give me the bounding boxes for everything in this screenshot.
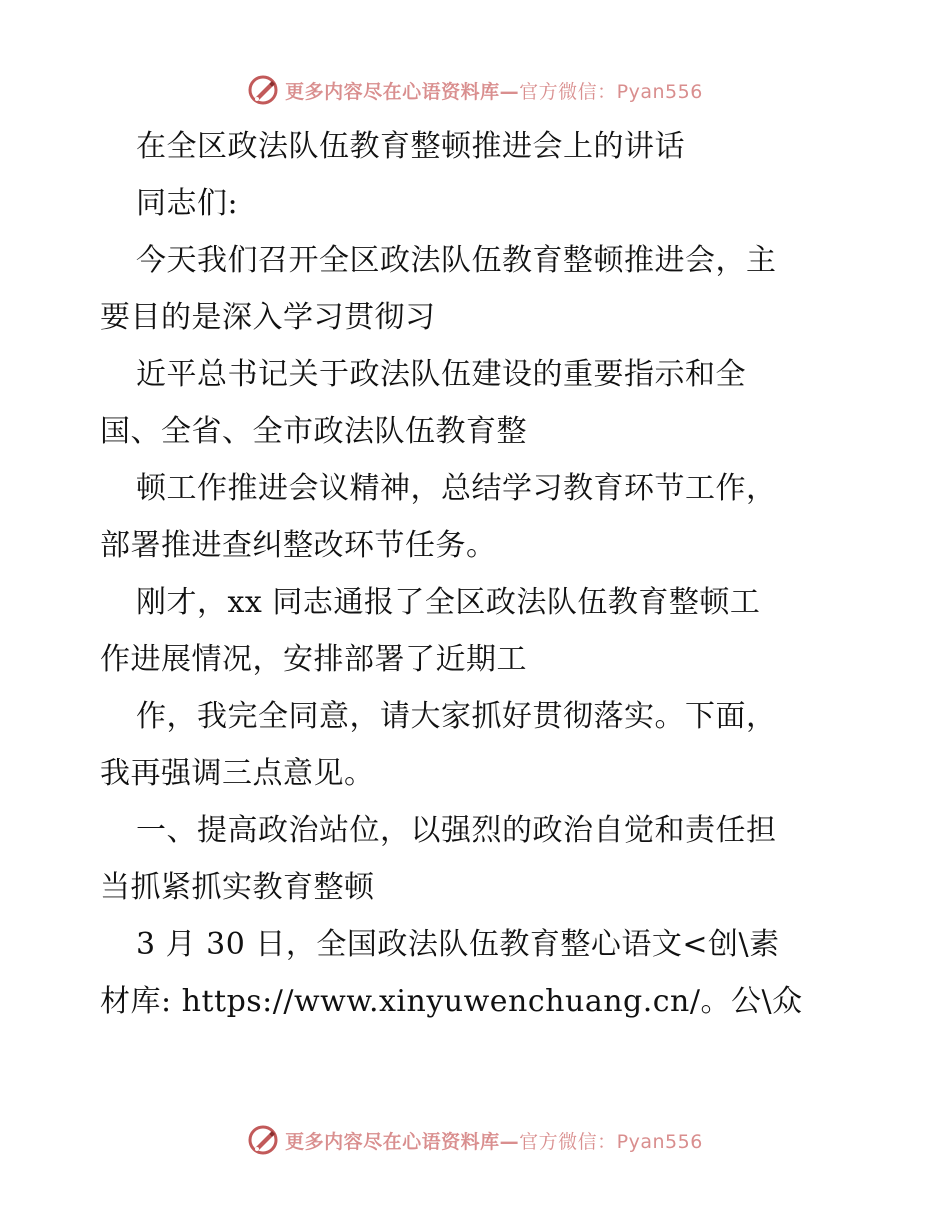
- footer-brand-text: 更多内容尽在心语资料库—: [285, 1130, 520, 1153]
- body-line: 作，我完全同意，请大家抓好贯彻落实。下面，: [136, 699, 777, 734]
- body-line: 顿工作推进会议精神，总结学习教育环节工作，: [136, 471, 777, 506]
- document-body: [100, 118, 860, 1030]
- header-brand-text: 更多内容尽在心语资料库—: [285, 80, 520, 103]
- footer-watermark-text: [285, 1127, 703, 1154]
- pen-seal-logo-icon: [247, 74, 279, 106]
- body-line: 国、全省、全市政法队伍教育整: [100, 414, 527, 449]
- header-wechat-text: 官方微信：Pyan556: [519, 80, 703, 103]
- body-line: 我再强调三点意见。: [100, 756, 375, 791]
- body-line: 刚才，xx 同志通报了全区政法队伍教育整顿工: [136, 585, 761, 620]
- salutation: 同志们:: [136, 186, 239, 221]
- body-line: 作进展情况，安排部署了近期工: [100, 642, 527, 677]
- body-line: 要目的是深入学习贯彻习: [100, 300, 436, 335]
- body-line: 3 月 30 日，全国政法队伍教育整心语文<创\素: [136, 927, 780, 962]
- body-line: 部署推进查纠整改环节任务。: [100, 528, 497, 563]
- pen-seal-logo-icon: [247, 1124, 279, 1156]
- section-heading: 一、提高政治站位，以强烈的政治自觉和责任担: [136, 813, 777, 848]
- header-watermark-text: [285, 77, 703, 104]
- section-heading: 当抓紧抓实教育整顿: [100, 870, 375, 905]
- footer-watermark-banner: [0, 1120, 950, 1160]
- body-line: 近平总书记关于政法队伍建设的重要指示和全: [136, 357, 746, 392]
- document-title: 在全区政法队伍教育整顿推进会上的讲话: [136, 129, 685, 164]
- body-line: 今天我们召开全区政法队伍教育整顿推进会，主: [136, 243, 777, 278]
- footer-wechat-text: 官方微信：Pyan556: [519, 1130, 703, 1153]
- header-watermark-banner: [0, 70, 950, 110]
- body-line: 材库: https://www.xinyuwenchuang.cn/。公\众: [100, 984, 803, 1019]
